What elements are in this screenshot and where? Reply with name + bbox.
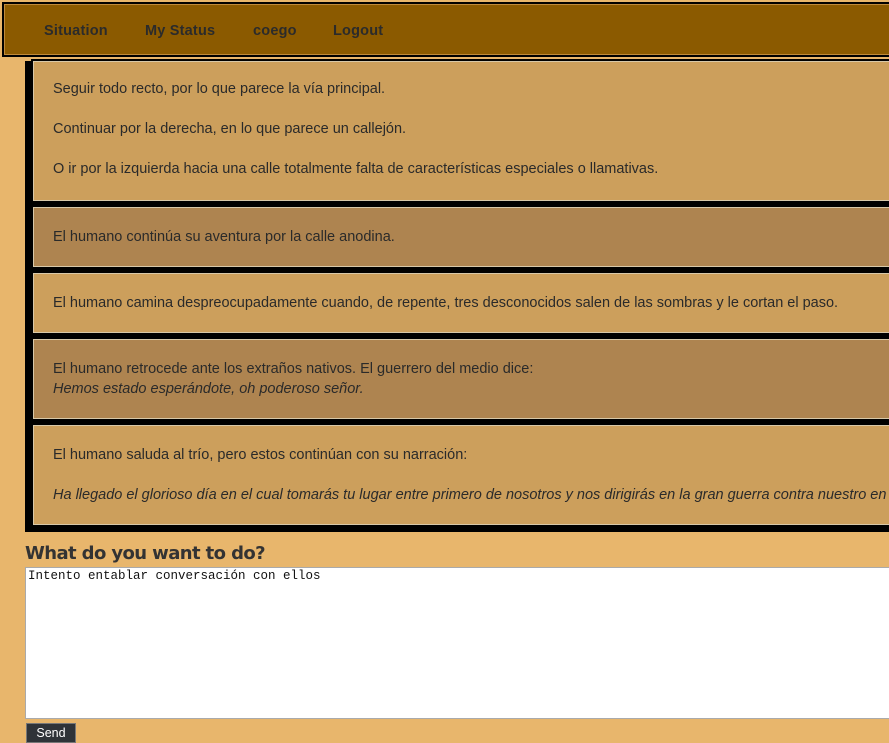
story-entry	[31, 205, 889, 269]
story-log	[25, 61, 889, 532]
story-entry	[31, 337, 889, 421]
nav-user-link[interactable]: coego	[253, 23, 297, 39]
action-input[interactable]	[25, 567, 889, 719]
story-entry	[31, 59, 889, 203]
story-quote: Hemos estado esperándote, oh poderoso señor.	[53, 381, 364, 397]
story-text: El humano saluda al trío, pero estos continúan con su narración:	[53, 447, 468, 463]
story-text: El humano camina despreocupadamente cuando, de repente, tres desconocidos salen de las sombras y le cortan el paso.	[53, 295, 839, 311]
action-prompt-label: What do you want to do?	[25, 543, 265, 564]
story-text: El humano continúa su aventura por la calle anodina.	[53, 229, 395, 245]
nav-my-status-link[interactable]: My Status	[145, 23, 216, 39]
send-button[interactable]: Send	[26, 723, 76, 743]
story-entry	[31, 423, 889, 527]
top-navbar	[2, 2, 889, 57]
nav-logout-link[interactable]: Logout	[333, 23, 384, 39]
nav-situation-link[interactable]: Situation	[44, 23, 108, 39]
story-text: Seguir todo recto, por lo que parece la vía principal.	[53, 81, 386, 97]
story-quote: Ha llegado el glorioso día en el cual tomarás tu lugar entre primero de nosotros y nos dirigirás en la gran guerra contra nuestro en	[53, 487, 887, 503]
story-text: O ir por la izquierda hacia una calle totalmente falta de características especiales o llamativas.	[53, 161, 659, 177]
story-text: El humano retrocede ante los extraños nativos. El guerrero del medio dice:	[53, 361, 534, 377]
story-entry	[31, 271, 889, 335]
story-text: Continuar por la derecha, en lo que parece un callejón.	[53, 121, 407, 137]
